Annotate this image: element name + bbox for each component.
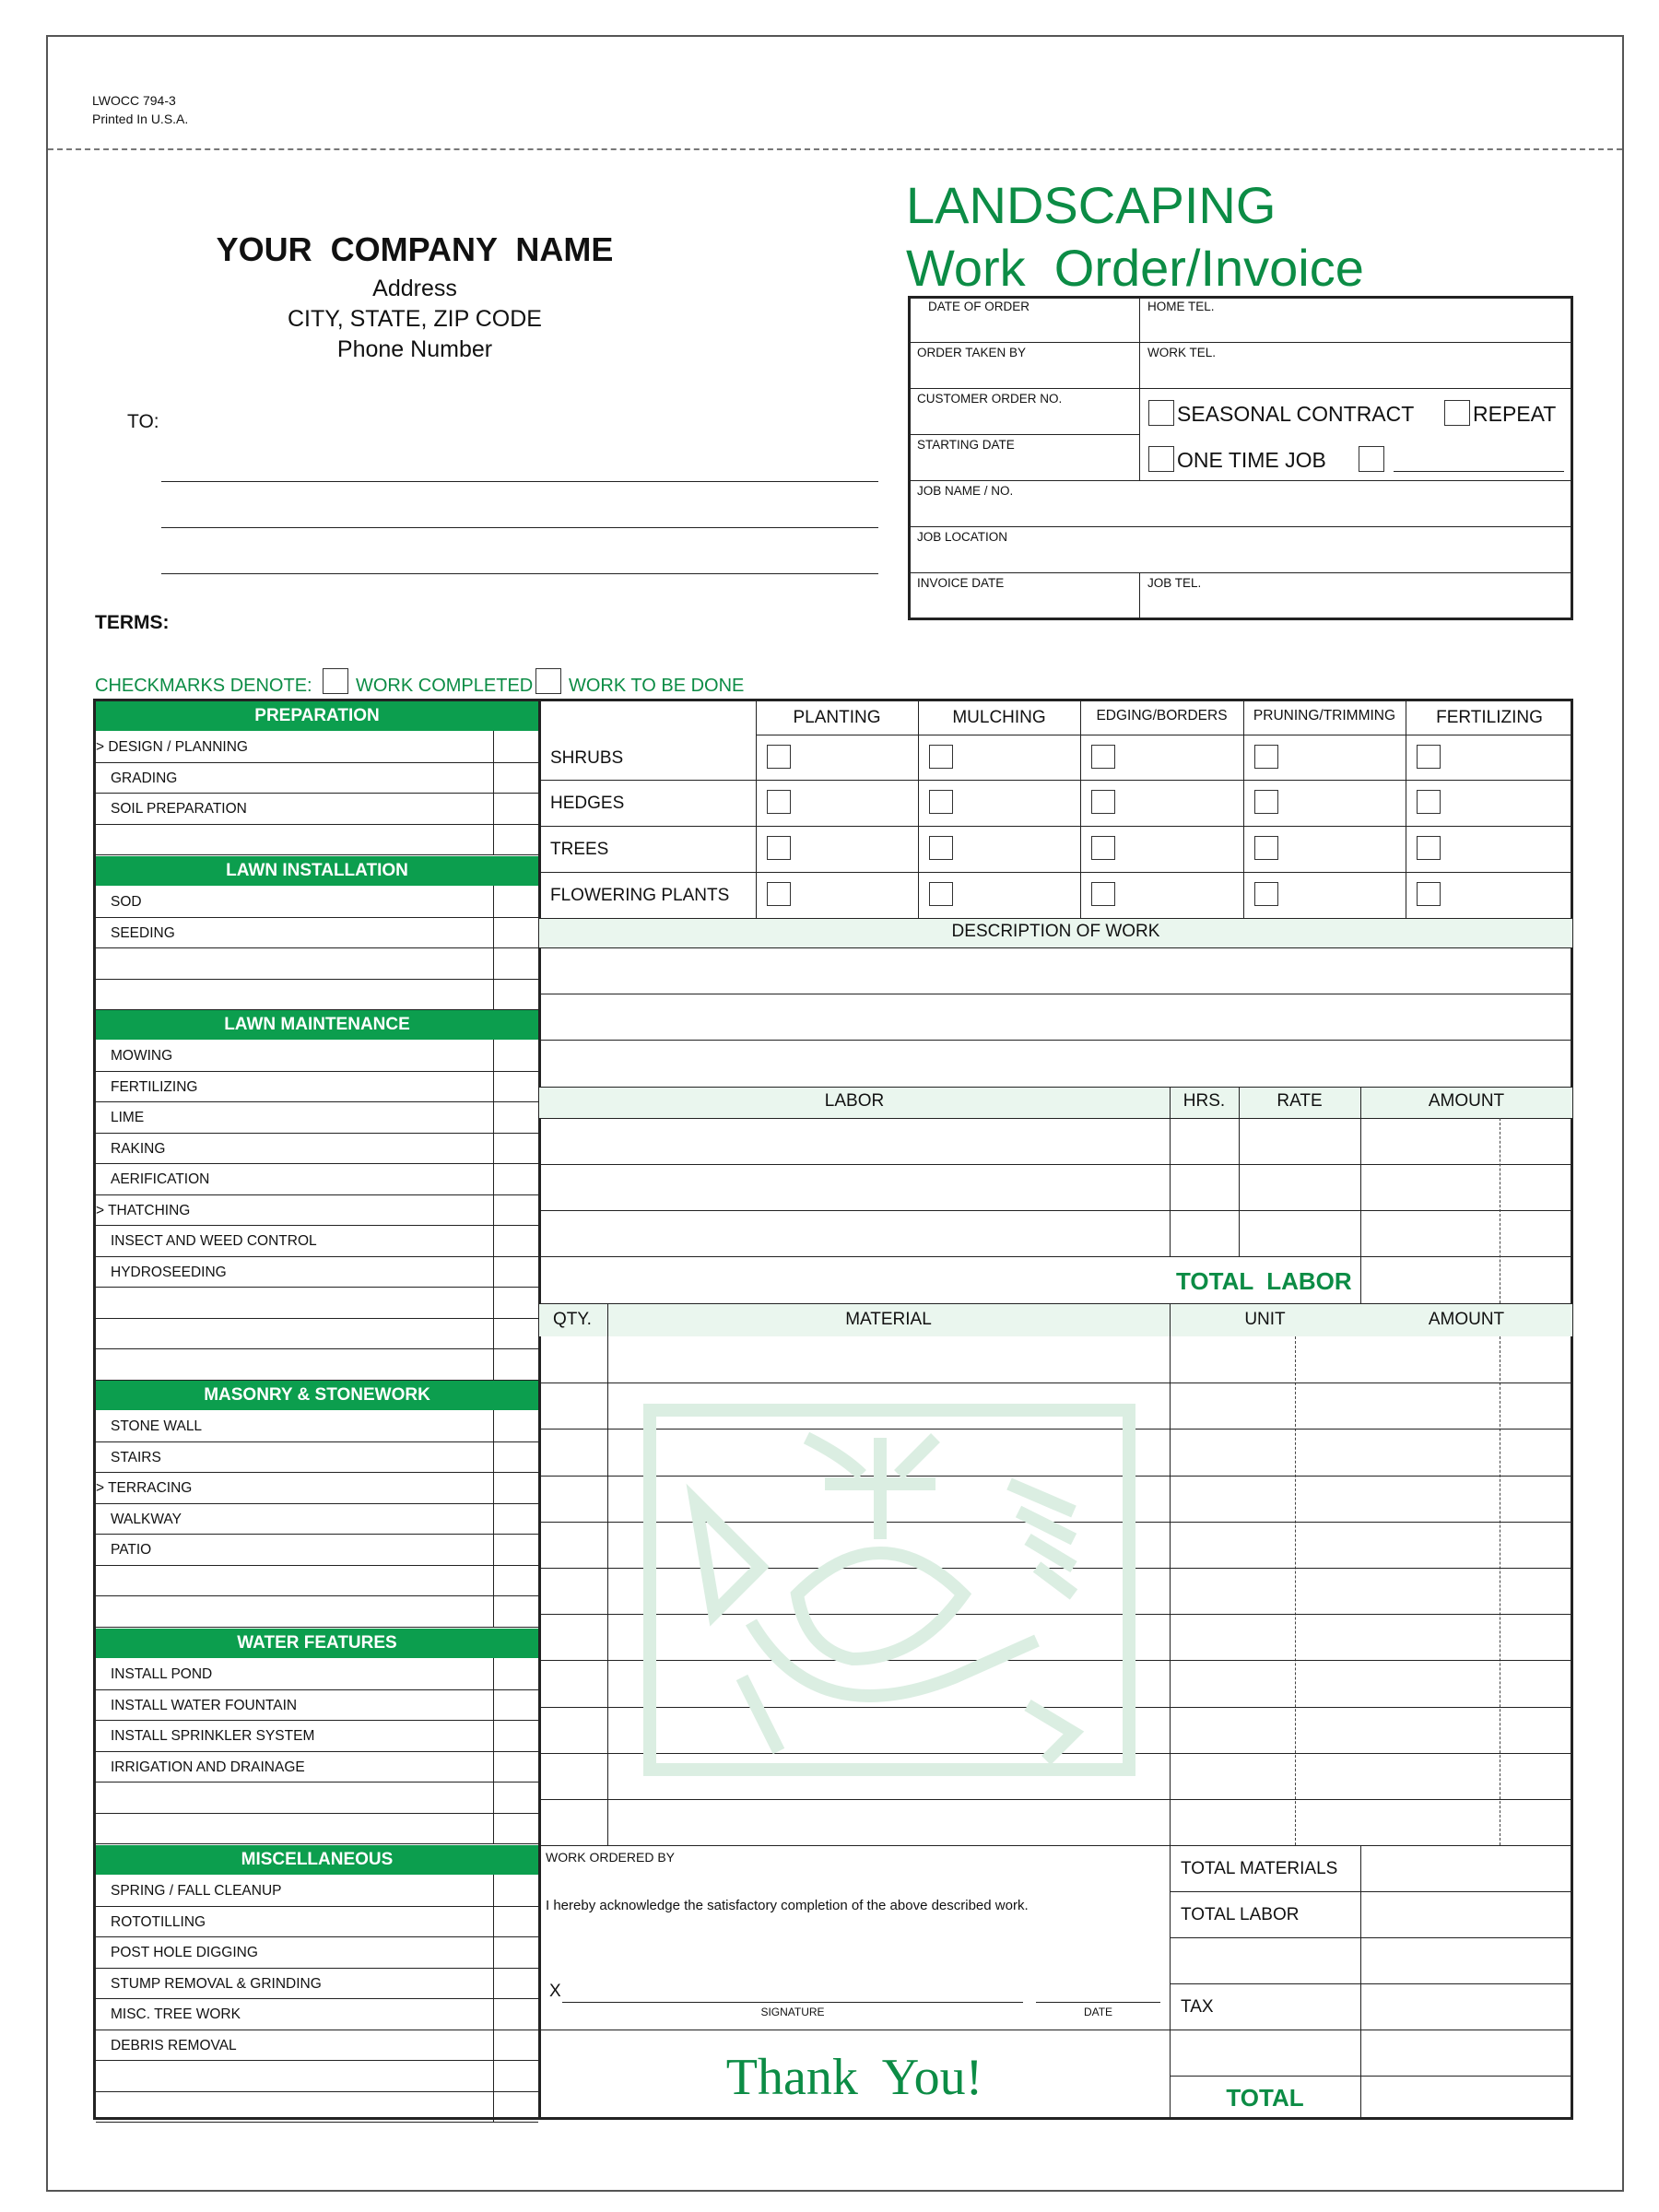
to-line-2[interactable]: [161, 527, 878, 528]
grid-checkbox[interactable]: [1254, 836, 1278, 860]
grid-checkbox[interactable]: [1254, 882, 1278, 906]
service-checkbox[interactable]: [494, 762, 538, 794]
service-item: WALKWAY: [111, 1511, 182, 1527]
service-checkbox[interactable]: [494, 1658, 538, 1689]
grid-checkbox[interactable]: [1091, 882, 1115, 906]
service-item: > TERRACING: [96, 1480, 193, 1496]
rate-header: RATE: [1277, 1091, 1323, 1111]
tax-label: TAX: [1181, 1997, 1214, 2017]
description-line-3[interactable]: [539, 1087, 1573, 1088]
service-checkbox[interactable]: [494, 1472, 538, 1503]
grid-checkbox[interactable]: [929, 836, 953, 860]
signature-line[interactable]: [562, 2002, 1023, 2003]
to-label: TO:: [127, 411, 159, 432]
service-checkbox[interactable]: [494, 1875, 538, 1906]
grand-total-label: TOTAL: [1226, 2084, 1304, 2112]
to-line-1[interactable]: [161, 481, 878, 482]
service-checkbox[interactable]: [494, 917, 538, 948]
grid-row-label: FLOWERING PLANTS: [550, 886, 730, 905]
section-banner: LAWN INSTALLATION: [96, 856, 538, 886]
service-checkbox[interactable]: [494, 1225, 538, 1256]
service-checkbox[interactable]: [494, 1751, 538, 1783]
grid-checkbox[interactable]: [767, 836, 791, 860]
service-checkbox[interactable]: [494, 1410, 538, 1441]
service-checkbox[interactable]: [494, 1534, 538, 1565]
blank-service-row[interactable]: [96, 947, 492, 979]
blank-service-row[interactable]: [96, 1782, 492, 1813]
description-header: DESCRIPTION OF WORK: [951, 922, 1160, 941]
order-taken-by-field[interactable]: ORDER TAKEN BY: [917, 346, 1027, 359]
company-name: YOUR COMPANY NAME: [216, 230, 614, 268]
blank-service-row[interactable]: [96, 979, 492, 1010]
grid-checkbox[interactable]: [1417, 745, 1441, 769]
service-item: GRADING: [111, 770, 178, 786]
total-labor-summary-label: TOTAL LABOR: [1181, 1905, 1300, 1924]
blank-service-row[interactable]: [96, 824, 492, 855]
service-item: > DESIGN / PLANNING: [96, 739, 248, 755]
job-name-field[interactable]: JOB NAME / NO.: [917, 484, 1014, 498]
service-item: ROTOTILLING: [111, 1913, 206, 1930]
total-labor-label: TOTAL LABOR: [1176, 1267, 1352, 1295]
blank-service-row[interactable]: [96, 1348, 492, 1380]
grid-column-header: MULCHING: [952, 708, 1046, 727]
legend-to-be-done-box: [535, 668, 561, 694]
grid-checkbox[interactable]: [767, 790, 791, 814]
service-item: STAIRS: [111, 1449, 161, 1465]
blank-service-row[interactable]: [96, 1318, 492, 1349]
service-item: RAKING: [111, 1140, 166, 1157]
repeat-checkbox[interactable]: [1444, 400, 1470, 426]
qty-header: QTY.: [553, 1310, 592, 1329]
grid-checkbox[interactable]: [1091, 836, 1115, 860]
home-tel-field[interactable]: HOME TEL.: [1147, 300, 1215, 313]
perforation-line: [48, 148, 1622, 150]
service-checkbox[interactable]: [494, 1256, 538, 1288]
grid-checkbox[interactable]: [929, 790, 953, 814]
section-banner: MISCELLANEOUS: [96, 1845, 538, 1875]
company-address: Address: [372, 276, 457, 301]
grid-checkbox[interactable]: [1091, 790, 1115, 814]
legend-to-be-done: WORK TO BE DONE: [569, 676, 745, 696]
form-code: LWOCC 794-3: [92, 93, 176, 108]
grid-checkbox[interactable]: [1417, 836, 1441, 860]
seasonal-contract-checkbox[interactable]: [1148, 400, 1174, 426]
blank-service-row[interactable]: [96, 2091, 492, 2123]
invoice-date-field[interactable]: INVOICE DATE: [917, 576, 1005, 590]
description-line-2[interactable]: [539, 1040, 1573, 1041]
job-location-field[interactable]: JOB LOCATION: [917, 530, 1008, 544]
blank-service-row[interactable]: [96, 1565, 492, 1596]
blank-service-row[interactable]: [96, 1287, 492, 1318]
material-amount-header: AMOUNT: [1428, 1310, 1505, 1329]
service-item: MISC. TREE WORK: [111, 2006, 241, 2022]
service-item: AERIFICATION: [111, 1171, 210, 1187]
service-checkbox[interactable]: [494, 2030, 538, 2061]
service-checkbox[interactable]: [494, 1071, 538, 1102]
acknowledge-text: I hereby acknowledge the satisfactory completion of the above described work.: [546, 1898, 1029, 1913]
grid-checkbox[interactable]: [1254, 790, 1278, 814]
other-line[interactable]: [1394, 471, 1564, 472]
signature-x: X: [549, 1982, 561, 2001]
service-item: INSECT AND WEED CONTROL: [111, 1233, 317, 1249]
grid-row-label: SHRUBS: [550, 748, 624, 768]
section-banner: WATER FEATURES: [96, 1629, 538, 1658]
service-item: HYDROSEEDING: [111, 1264, 227, 1280]
service-checkbox[interactable]: [494, 793, 538, 824]
section-banner: LAWN MAINTENANCE: [96, 1010, 538, 1040]
grid-checkbox[interactable]: [1091, 745, 1115, 769]
service-checkbox[interactable]: [494, 886, 538, 917]
service-item: INSTALL WATER FOUNTAIN: [111, 1697, 298, 1713]
material-row-line[interactable]: [539, 1799, 1573, 1800]
service-checkbox[interactable]: [494, 1998, 538, 2030]
service-checkbox[interactable]: [494, 1040, 538, 1071]
material-row-line[interactable]: [539, 1382, 1573, 1383]
terms-label: TERMS:: [95, 612, 170, 633]
service-checkbox[interactable]: [494, 1906, 538, 1937]
service-checkbox[interactable]: [494, 1194, 538, 1226]
service-checkbox[interactable]: [494, 731, 538, 762]
company-phone: Phone Number: [336, 336, 493, 362]
service-checkbox[interactable]: [494, 1689, 538, 1721]
title-landscaping: LANDSCAPING: [906, 176, 1277, 234]
grid-row-label: HEDGES: [550, 794, 625, 813]
date-line[interactable]: [1036, 2002, 1160, 2003]
service-item: STUMP REMOVAL & GRINDING: [111, 1975, 322, 1992]
service-item: DEBRIS REMOVAL: [111, 2037, 237, 2053]
date-caption: DATE: [1083, 2006, 1113, 2018]
service-item: SOIL PREPARATION: [111, 801, 247, 817]
signature-caption: SIGNATURE: [760, 2006, 825, 2018]
grid-checkbox[interactable]: [767, 745, 791, 769]
service-item: SEEDING: [111, 924, 175, 941]
starting-date-field[interactable]: STARTING DATE: [917, 438, 1015, 452]
thank-you-text: Thank You!: [725, 2049, 983, 2106]
landscaping-watermark-icon: [641, 1401, 1138, 1779]
unit-header: UNIT: [1244, 1310, 1286, 1329]
service-item: LIME: [111, 1110, 145, 1125]
work-tel-field[interactable]: WORK TEL.: [1147, 346, 1217, 359]
grid-checkbox[interactable]: [767, 882, 791, 906]
legend-completed: WORK COMPLETED: [356, 676, 534, 696]
service-item: SPRING / FALL CLEANUP: [111, 1883, 282, 1899]
service-checkbox[interactable]: [494, 1101, 538, 1133]
material-header: MATERIAL: [845, 1310, 932, 1329]
grid-checkbox[interactable]: [929, 882, 953, 906]
service-checkbox[interactable]: [494, 1133, 538, 1164]
blank-service-row[interactable]: [96, 2060, 492, 2091]
date-of-order-field[interactable]: DATE OF ORDER: [928, 300, 1030, 313]
company-city: CITY, STATE, ZIP CODE: [288, 306, 542, 332]
service-item: STONE WALL: [111, 1418, 203, 1434]
one-time-job-checkbox[interactable]: [1148, 446, 1174, 472]
service-item: INSTALL POND: [111, 1666, 213, 1682]
grid-column-header: EDGING/BORDERS: [1096, 708, 1228, 724]
service-item: > THATCHING: [96, 1202, 191, 1218]
repeat-label: REPEAT: [1473, 402, 1557, 426]
total-materials-label: TOTAL MATERIALS: [1181, 1859, 1338, 1878]
job-tel-field[interactable]: JOB TEL.: [1147, 576, 1202, 590]
labor-header: LABOR: [824, 1091, 885, 1111]
work-ordered-by-label[interactable]: WORK ORDERED BY: [546, 1850, 676, 1865]
section-banner: MASONRY & STONEWORK: [96, 1381, 538, 1410]
printed-label: Printed In U.S.A.: [92, 112, 189, 126]
grid-column-header: FERTILIZING: [1436, 708, 1543, 727]
title-work-order: Work Order/Invoice: [906, 239, 1364, 297]
service-checkbox[interactable]: [494, 1441, 538, 1473]
other-checkbox[interactable]: [1359, 446, 1384, 472]
section-banner: PREPARATION: [96, 701, 538, 731]
service-checkbox[interactable]: [494, 1968, 538, 1999]
blank-service-row[interactable]: [96, 1595, 492, 1627]
service-item: SOD: [111, 894, 142, 910]
customer-order-no-field[interactable]: CUSTOMER ORDER NO.: [917, 392, 1063, 406]
grid-checkbox[interactable]: [1417, 790, 1441, 814]
legend-completed-box: [323, 668, 348, 694]
service-checkbox[interactable]: [494, 1720, 538, 1751]
one-time-job-label: ONE TIME JOB: [1177, 448, 1326, 472]
service-checkbox[interactable]: [494, 1163, 538, 1194]
grid-column-header: PRUNING/TRIMMING: [1253, 708, 1396, 724]
service-item: IRRIGATION AND DRAINAGE: [111, 1759, 305, 1775]
grid-checkbox[interactable]: [1254, 745, 1278, 769]
service-checkbox[interactable]: [494, 1503, 538, 1535]
service-item: POST HOLE DIGGING: [111, 1945, 258, 1960]
legend-prefix: CHECKMARKS DENOTE:: [95, 676, 312, 696]
service-item: MOWING: [111, 1048, 173, 1064]
service-item: FERTILIZING: [111, 1078, 198, 1095]
hrs-header: HRS.: [1182, 1091, 1226, 1111]
grid-checkbox[interactable]: [929, 745, 953, 769]
labor-amount-header: AMOUNT: [1428, 1091, 1505, 1111]
grid-row-label: TREES: [550, 840, 609, 859]
seasonal-contract-label: SEASONAL CONTRACT: [1177, 402, 1415, 426]
service-checkbox[interactable]: [494, 1936, 538, 1968]
blank-service-row[interactable]: [96, 1813, 492, 1844]
to-line-3[interactable]: [161, 573, 878, 574]
service-item: PATIO: [111, 1542, 152, 1558]
grid-column-header: PLANTING: [793, 708, 881, 727]
grid-checkbox[interactable]: [1417, 882, 1441, 906]
service-item: INSTALL SPRINKLER SYSTEM: [111, 1728, 315, 1744]
